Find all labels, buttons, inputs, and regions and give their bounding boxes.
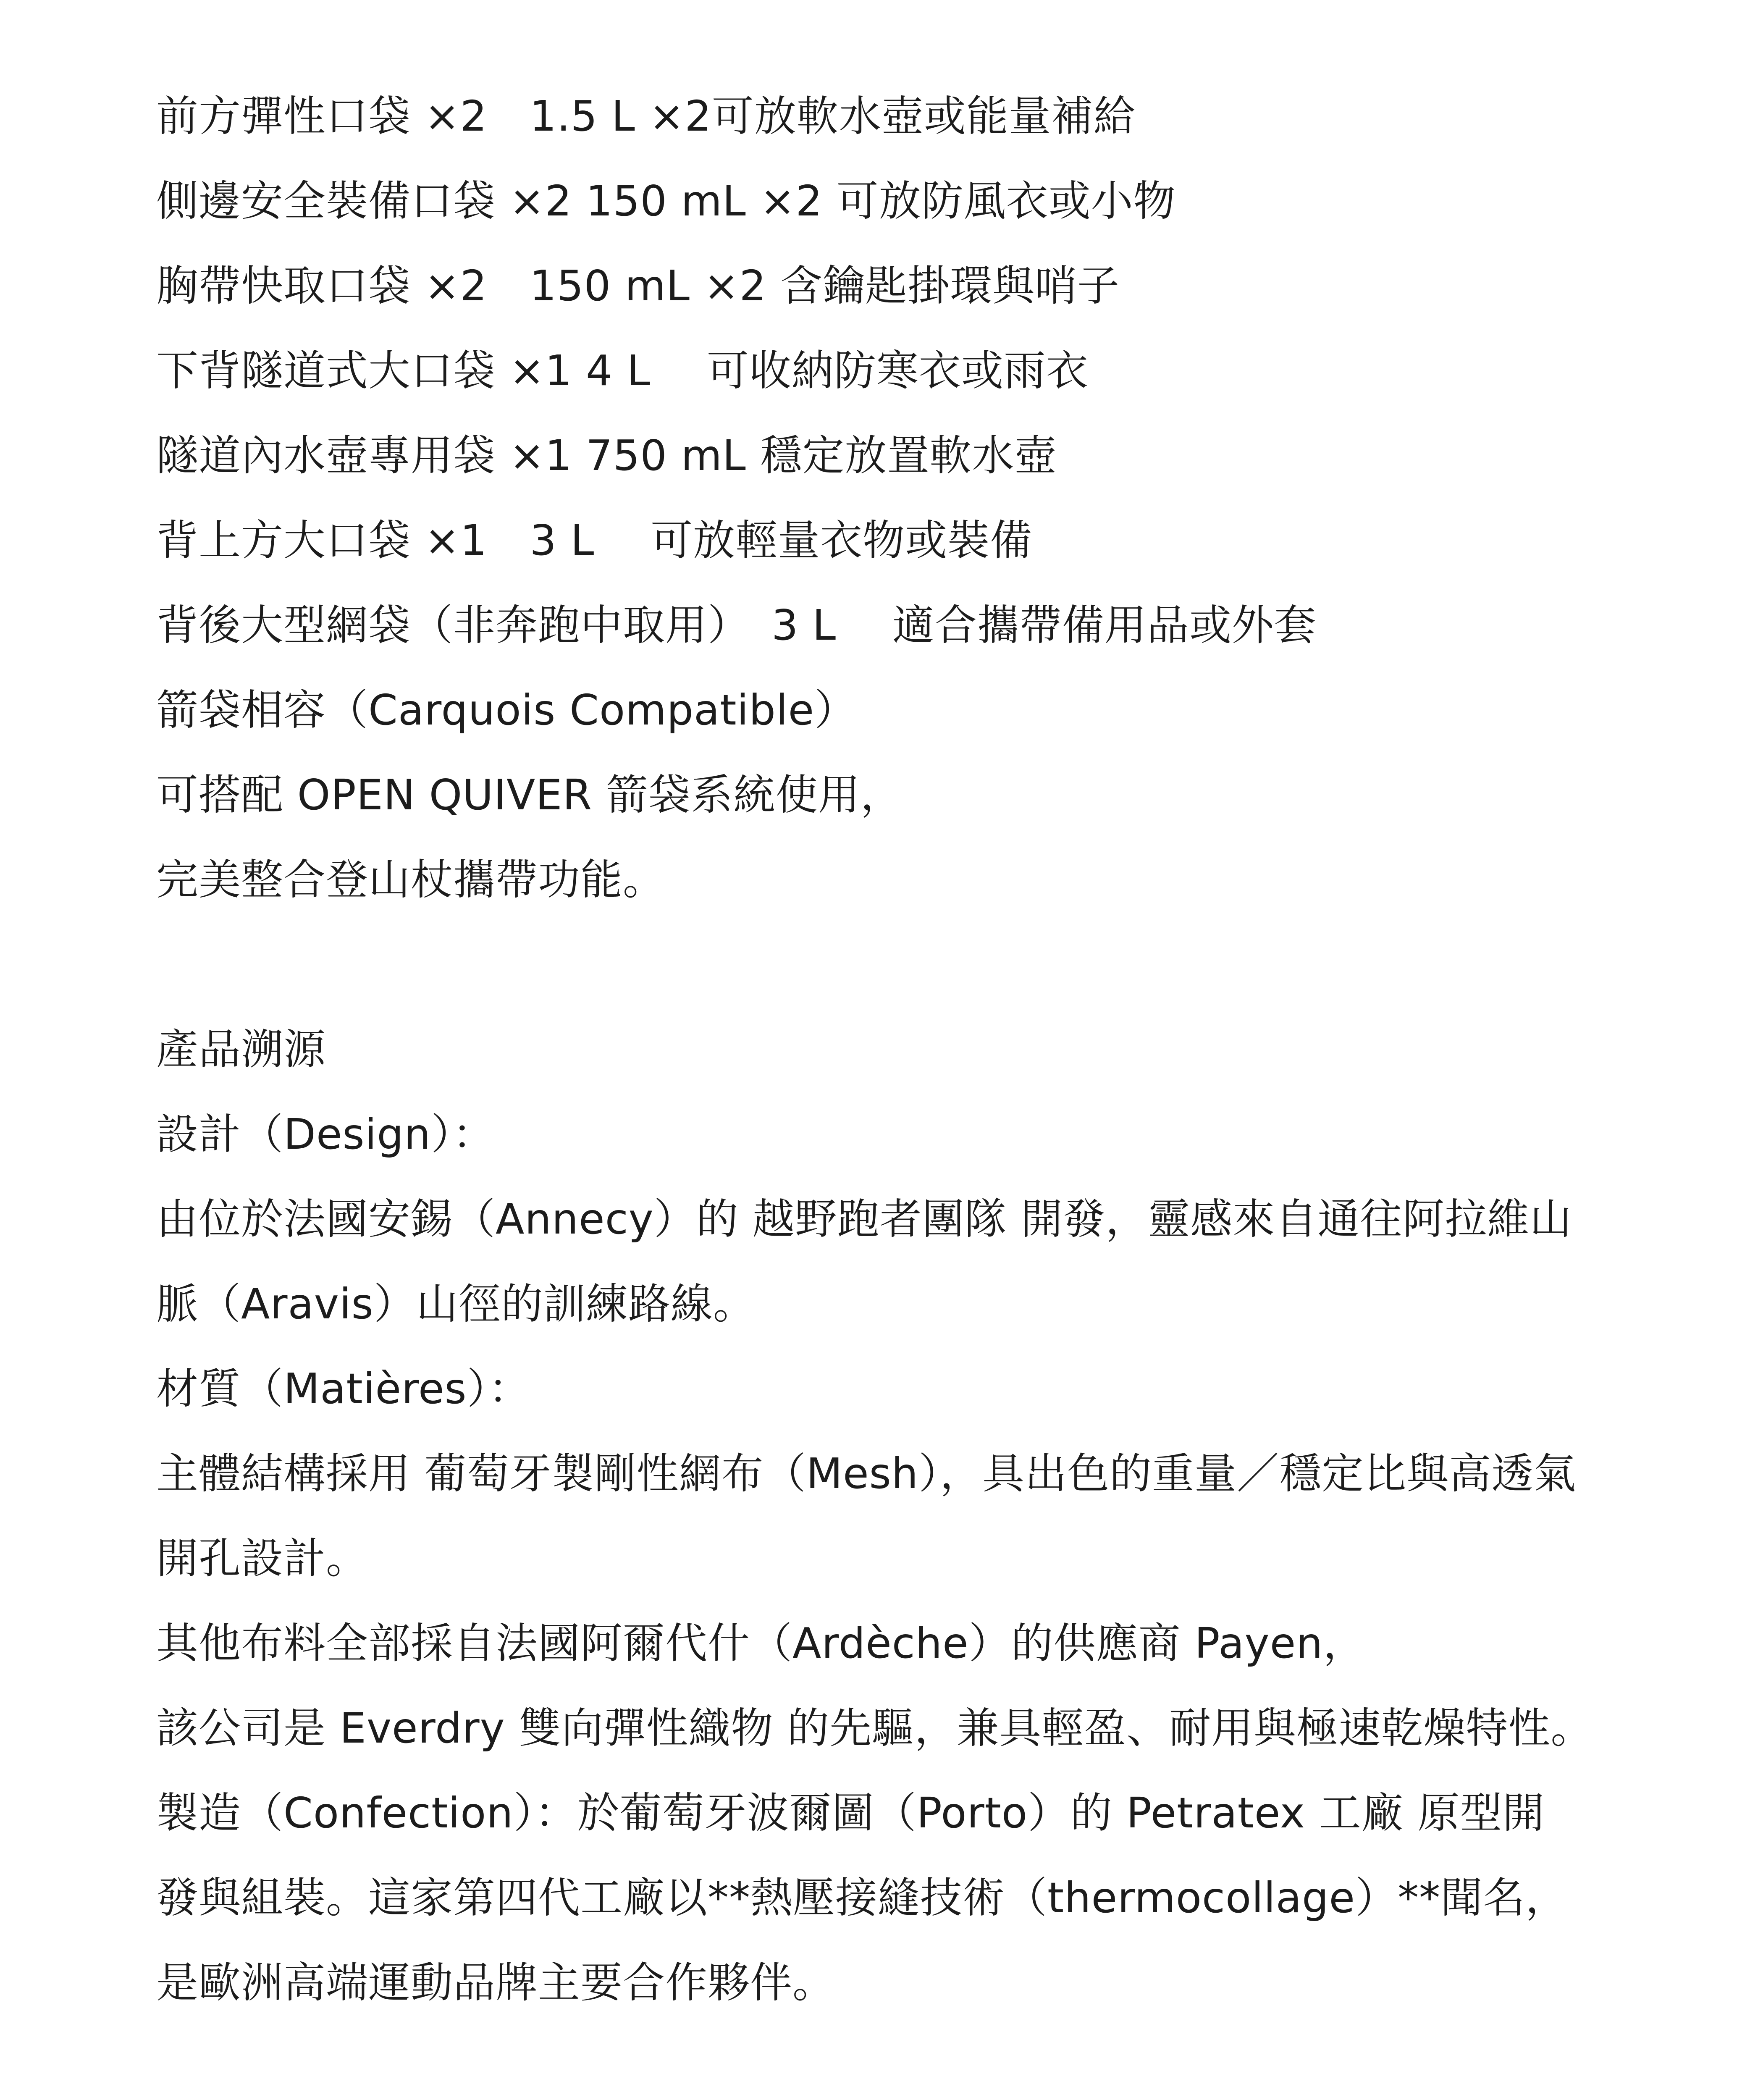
pocket-line-upper-back: 背上方大口袋 ×1 3 L 可放輕量衣物或裝備 [156, 516, 1033, 565]
pocket-line-front-elastic: 前方彈性口袋 ×2 1.5 L ×2可放軟水壺或能量補給 [156, 92, 1136, 141]
pocket-line-chest-quick: 胸帶快取口袋 ×2 150 mL ×2 含鑰匙掛環與哨子 [156, 261, 1120, 310]
materials-text-line: 開孔設計。 [156, 1534, 368, 1583]
materials-text-line: 該公司是 Everdry 雙向彈性織物 的先驅，兼具輕盈、耐用與極速乾燥特性。 [156, 1704, 1593, 1753]
pocket-line-side-safety: 側邊安全裝備口袋 ×2 150 mL ×2 可放防風衣或小物 [156, 176, 1176, 226]
materials-text-line: 其他布料全部採自法國阿爾代什（Ardèche）的供應商 Payen， [156, 1619, 1366, 1668]
design-text-line: 脈（Aravis）山徑的訓練路線。 [156, 1279, 756, 1328]
pocket-list [156, 74, 1618, 668]
quiver-line: 完美整合登山杖攜帶功能。 [156, 855, 665, 904]
pocket-line-lower-back-tunnel: 下背隧道式大口袋 ×1 4 L 可收納防寒衣或雨衣 [156, 346, 1089, 395]
origin-section [156, 1007, 1618, 2025]
quiver-heading: 箭袋相容（Carquois Compatible） [156, 685, 857, 735]
section-spacer [156, 2025, 1618, 2100]
quiver-line: 可搭配 OPEN QUIVER 箭袋系統使用， [156, 770, 903, 819]
manufacturing-text-line: 是歐洲高端運動品牌主要合作夥伴。 [156, 1958, 835, 2007]
section-spacer [156, 922, 1618, 1007]
materials-label: 材質（Matières）： [156, 1364, 531, 1413]
design-label: 設計（Design）： [156, 1110, 495, 1159]
materials-text-line: 主體結構採用 葡萄牙製剛性網布（Mesh），具出色的重量／穩定比與高透氣 [156, 1449, 1577, 1498]
manufacturing-text-line: 製造（Confection）：於葡萄牙波爾圖（Porto）的 Petratex 工廠 原型開 [156, 1788, 1545, 1838]
manufacturing-text-line: 發與組裝。這家第四代工廠以**熱壓接縫技術（thermocollage）**聞名， [156, 1873, 1568, 1922]
pocket-line-tunnel-bottle: 隧道內水壺專用袋 ×1 750 mL 穩定放置軟水壺 [156, 431, 1057, 480]
pocket-line-rear-mesh: 背後大型網袋（非奔跑中取用） 3 L 適合攜帶備用品或外套 [156, 601, 1317, 650]
quiver-section [156, 668, 1618, 922]
origin-heading: 產品溯源 [156, 1025, 326, 1074]
design-text-line: 由位於法國安錫（Annecy）的 越野跑者團隊 開發，靈感來自通往阿拉維山 [156, 1194, 1572, 1244]
product-spec-document [156, 74, 1618, 2100]
